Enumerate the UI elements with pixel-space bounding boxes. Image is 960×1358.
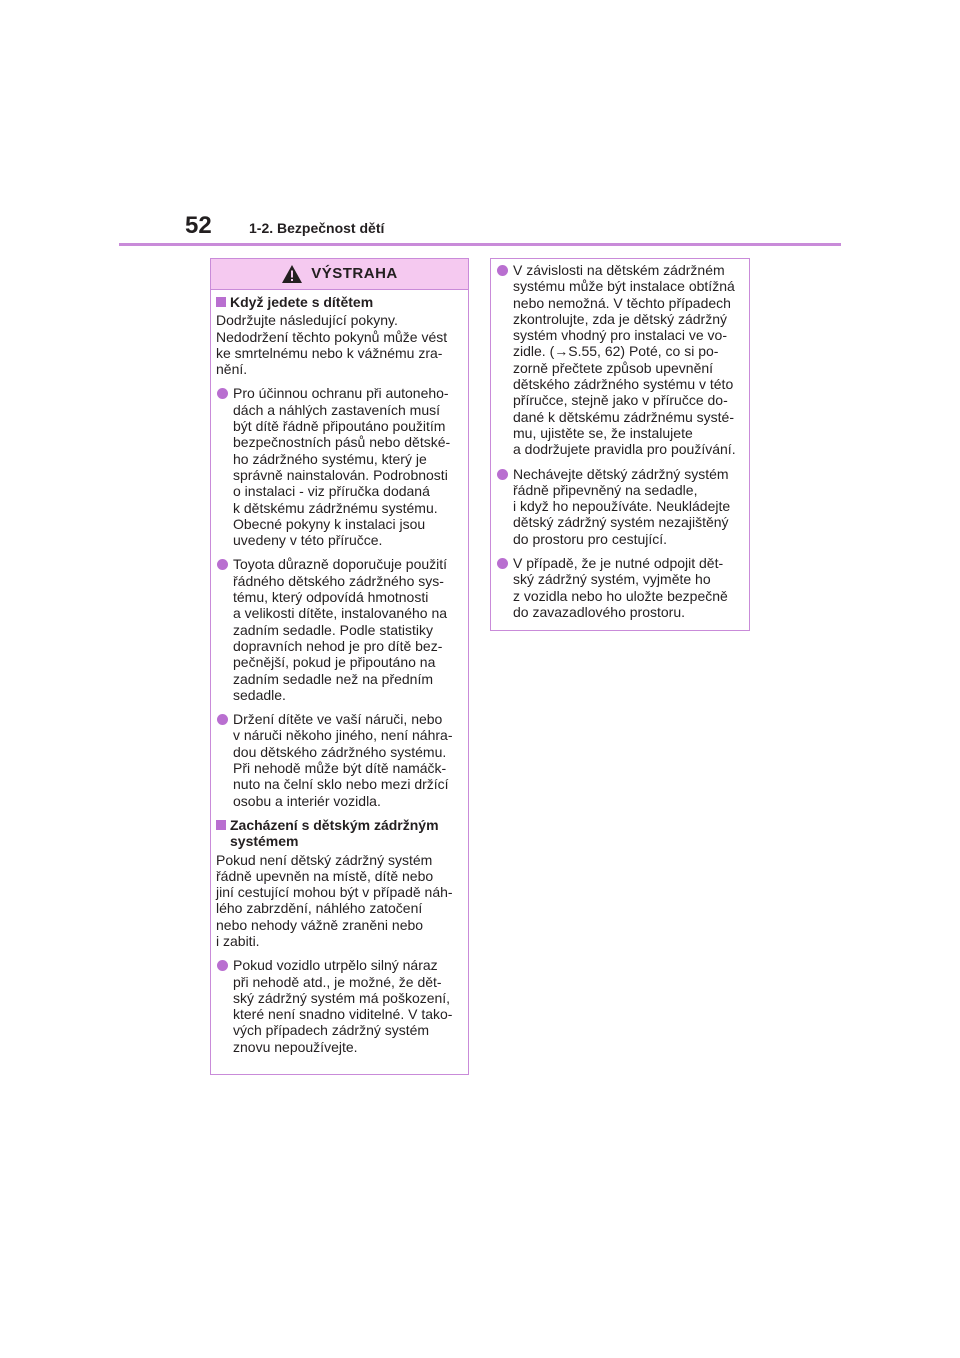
round-bullet-icon	[497, 469, 508, 480]
text-line: zadním sedadle. Podle statistiky	[233, 621, 433, 638]
text-line: Nechávejte dětský zádržný systém	[513, 465, 729, 482]
warning-body-right	[491, 259, 749, 620]
text-line: zkontrolujte, zda je dětský zádržný	[513, 310, 727, 327]
subheading-driving-with-child	[216, 294, 464, 310]
square-bullet-icon	[216, 820, 226, 830]
text-line: Toyota důrazně doporučuje použití	[233, 556, 448, 573]
bullet-item	[216, 556, 464, 703]
text-line: dané k dětskému zádržnému systé-	[513, 408, 734, 425]
intro-paragraph	[216, 312, 464, 377]
text-line: dětského zádržného systému v této	[513, 376, 734, 393]
warning-triangle-icon	[281, 264, 303, 284]
text-line: Pro účinnou ochranu při autoneho-	[233, 385, 449, 402]
text-line: i zabiti.	[216, 932, 260, 949]
warning-header	[211, 259, 468, 290]
round-bullet-icon	[217, 559, 228, 570]
text-line: zadním sedadle než na předním	[233, 670, 434, 687]
text-line: lého zabrzdění, náhlého zatočení	[216, 900, 423, 917]
bullet-item	[216, 711, 464, 809]
text-line: i když ho nepoužíváte. Neukládejte	[513, 498, 731, 515]
text-line: Pokud není dětský zádržný systém	[216, 851, 433, 868]
text-line: Držení dítěte ve vaší náruči, nebo	[233, 711, 443, 728]
text-line: uvedeny v této příručce.	[233, 532, 383, 549]
subheading-child-restraint-handling	[216, 817, 464, 850]
warning-title: VÝSTRAHA	[311, 264, 398, 282]
bullet-item	[216, 385, 464, 548]
text-line: osobu a interiér vozidla.	[233, 792, 381, 809]
text-line: k dětskému zádržnému systému.	[233, 499, 438, 516]
text-line: ský zádržný systém, vyjměte ho	[513, 571, 711, 588]
page-number: 52	[185, 212, 212, 239]
paragraph	[216, 852, 464, 950]
text-line: ský zádržný systém má poškození,	[233, 989, 451, 1006]
round-bullet-icon	[217, 388, 228, 399]
text-line: a velikosti dítěte, instalovaného na	[233, 605, 448, 622]
square-bullet-icon	[216, 297, 226, 307]
text-line: které není snadno viditelné. V tako-	[233, 1006, 453, 1023]
round-bullet-icon	[497, 265, 508, 276]
text-line: bezpečnostních pásů nebo dětské-	[233, 434, 451, 451]
text-line: být dítě řádně připoutáno použitím	[233, 418, 446, 435]
section-title: 1-2. Bezpečnost dětí	[249, 220, 385, 236]
text-line: správně nainstalován. Podrobnosti	[233, 466, 448, 483]
subheading-text: systémem	[230, 833, 299, 850]
bullet-item	[496, 262, 745, 458]
text-line: řádně připevněný na sedadle,	[513, 481, 698, 498]
text-line: v náruči někoho jiného, není náhra-	[233, 727, 453, 744]
text-line: Dodržujte následující pokyny.	[216, 312, 398, 329]
text-line: zorně přečtete způsob upevnění	[513, 359, 714, 376]
header-divider	[119, 243, 841, 246]
page-reference-link[interactable]: zidle. (→S.55, 62) Poté, co si po-	[513, 343, 719, 360]
text-line: systém vhodný pro instalaci ve vo-	[513, 327, 727, 344]
round-bullet-icon	[217, 960, 228, 971]
subheading-text: Zacházení s dětským zádržným	[230, 816, 439, 833]
text-line: ke smrtelnému nebo k vážnému zra-	[216, 344, 443, 361]
text-line: příručce, stejně jako v příručce do-	[513, 392, 728, 409]
text-line: dětský zádržný systém nezajištěný	[513, 514, 729, 531]
bullet-item	[216, 957, 464, 1055]
text-line: při nehodě atd., je možné, že dět-	[233, 973, 442, 990]
warning-body-left	[211, 290, 468, 1055]
text-line: ho zádržného systému, který je	[233, 450, 427, 467]
text-line: a dodržujete pravidla pro používání.	[513, 441, 736, 458]
text-line: V případě, že je nutné odpojit dět-	[513, 555, 724, 572]
text-line: nebo nemožná. V těchto případech	[513, 294, 731, 311]
text-line: znovu nepoužívejte.	[233, 1038, 358, 1055]
text-line: řádného dětského zádržného sys-	[233, 572, 444, 589]
text-line: mu, ujistěte se, že instalujete	[513, 424, 693, 441]
text-line: nuto na čelní sklo nebo mezi držící	[233, 776, 449, 793]
warning-box	[210, 258, 469, 1075]
text-line: tému, který odpovídá hmotnosti	[233, 589, 429, 606]
text-line: do prostoru pro cestující.	[513, 530, 668, 547]
text-line: pečnější, pokud je připoutáno na	[233, 654, 436, 671]
text-line: do zavazadlového prostoru.	[513, 603, 685, 620]
text-line: Nedodržení těchto pokynů může vést	[216, 328, 448, 345]
text-line: nebo nehody vážně zraněni nebo	[216, 916, 424, 933]
text-line: z vozidla nebo ho uložte bezpečně	[513, 587, 728, 604]
bullet-item	[496, 555, 745, 620]
text-line: sedadle.	[233, 686, 286, 703]
text-line: řádně upevněn na místě, dítě nebo	[216, 867, 434, 884]
text-line: V závislosti na dětském zádržném	[513, 262, 725, 278]
warning-box-continued	[490, 258, 750, 631]
round-bullet-icon	[217, 714, 228, 725]
text-line: systému může být instalace obtížná	[513, 278, 735, 295]
text-line: vých případech zádržný systém	[233, 1022, 430, 1039]
text-line: jiní cestující mohou být v případě náh-	[216, 884, 453, 901]
text-line: dách a náhlých zastaveních musí	[233, 401, 441, 418]
text-line: dopravních nehod je pro dítě bez-	[233, 637, 443, 654]
text-line: Pokud vozidlo utrpělo silný náraz	[233, 957, 438, 974]
round-bullet-icon	[497, 558, 508, 569]
subheading-text: Když jedete s dítětem	[230, 294, 374, 310]
text-line: dou dětského zádržného systému.	[233, 743, 447, 760]
text-line: Při nehodě může být dítě namáčk-	[233, 760, 447, 777]
bullet-item	[496, 466, 745, 547]
text-line: nění.	[216, 361, 248, 378]
text-line: Obecné pokyny k instalaci jsou	[233, 515, 426, 532]
text-line: o instalaci - viz příručka dodaná	[233, 483, 430, 500]
